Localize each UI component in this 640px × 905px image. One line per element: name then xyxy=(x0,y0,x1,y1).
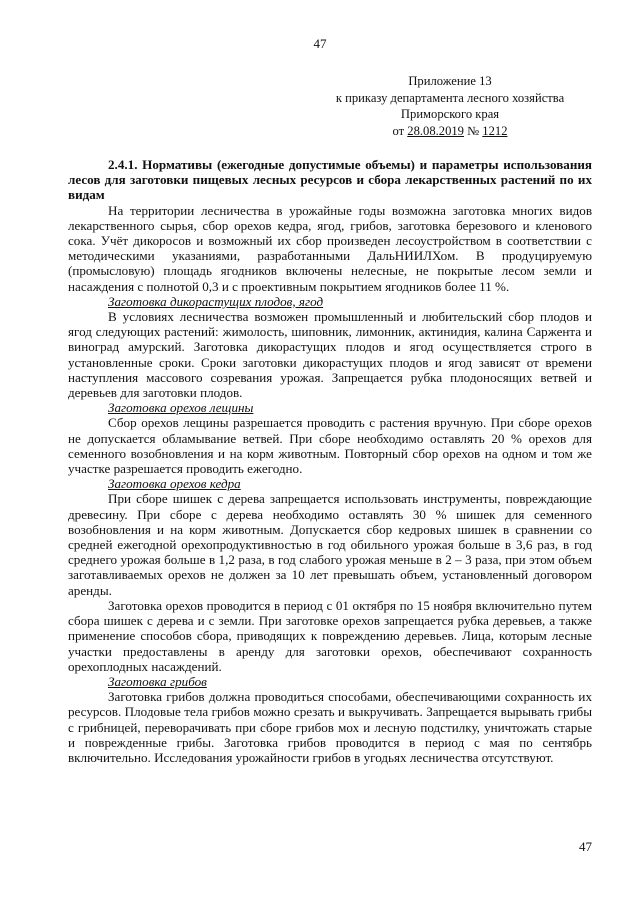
section-cedar-nuts xyxy=(68,476,592,674)
section-hazelnut xyxy=(68,400,592,476)
appendix-date: 28.08.2019 xyxy=(407,123,464,138)
appendix-line-3: Приморского края xyxy=(400,107,500,121)
intro-paragraph: На территории лесничества в урожайные годы возможна заготовка многих видов лекарственного сырья, сбор орехов кедра, ягод, грибов, заготовка березового и кленового сока. Учёт дикоросов и возможный их сбор произведен лесоустройством в соответствии с методическими указаниями, разработанными ДальНИИЛХом. В продуцируемую (промысловую) площадь ягодников включены нелесные, не покрытые лесом земли и насаждения с полнотой 0,3 и с проективным покрытием ягодников более 11 %. xyxy=(68,202,592,294)
appendix-number-sign: № xyxy=(463,123,483,138)
section-paragraph: Сбор орехов лещины разрешается проводить с растения вручную. При сборе орехов не допускается обламывание ветвей. При сборе необходимо оставлять 20 % орехов для семенного возобновления и на корм животным. Повторный сбор орехов на одном и том же участке разрешается проводить ежегодно. xyxy=(68,415,592,477)
section-paragraph: Заготовка орехов проводится в период с 01 октября по 15 ноября включительно путем сбора шишек с дерева и с земли. При заготовке орехов запрещается рубка деревьев, а также применение способов сбора, приводящих к повреждению деревьев. Лица, которым лесные участки предоставлены в аренду для заготовки орехов, обеспечивают сохранность орехоплодных насаждений. xyxy=(68,597,592,674)
section-title: 2.4.1. Нормативы (ежегодные допустимые объемы) и параметры использования лесов для заготовки пищевых лесных ресурсов и сбора лекарственных растений по их видам xyxy=(68,157,592,203)
section-heading: Заготовка дикорастущих плодов, ягод xyxy=(108,293,324,309)
appendix-line-2: к приказу департамента лесного хозяйства xyxy=(335,90,565,105)
section-heading: Заготовка орехов лещины xyxy=(108,400,254,416)
section-fruits xyxy=(68,294,592,400)
page-number-top: 47 xyxy=(313,36,327,51)
appendix-date-prefix: от xyxy=(392,123,408,138)
document-body xyxy=(68,157,592,765)
section-mushrooms xyxy=(68,674,592,765)
appendix-block xyxy=(330,73,570,139)
section-paragraph: В условиях лесничества возможен промышленный и любительский сбор плодов и ягод следующих растений: жимолость, шиповник, лимонник, актинидия, калина Саржента и виноград амурский. Заготовка дикорастущих плодов и ягод осуществляется строго в установленные сроки. Сроки заготовки дикорастущих плодов и ягод зависят от времени наступления массового созревания урожая. Запрещается рубка плодоносящих ветвей и деревьев для заготовки плодов. xyxy=(68,309,592,401)
appendix-number: 1212 xyxy=(482,123,508,138)
section-heading: Заготовка орехов кедра xyxy=(108,476,241,492)
section-paragraph: При сборе шишек с дерева запрещается использовать инструменты, повреждающие древесину. При сборе с дерева необходимо оставлять 30 % шишек для семенного возобновления и на корм животным. Допускается сбор кедровых шишек в сравнении со средней ежегодной орехопродуктивностью в год обильного урожая больше в 3,6 раз, в год среднего урожая больше в 1,2 раза, в год слабого урожая меньше в 2 – 3 раза, при этом объем заготавливаемых орехов не должен за 10 лет превышать объем, установленный договором аренды. xyxy=(68,491,592,598)
page-number-bottom: 47 xyxy=(579,839,592,854)
section-heading: Заготовка грибов xyxy=(108,673,207,689)
appendix-line-4 xyxy=(330,123,570,140)
section-paragraph: Заготовка грибов должна проводиться способами, обеспечивающими сохранность их ресурсов. Плодовые тела грибов можно срезать и выкручивать. Запрещается вырывать грибы с грибницей, переворачивать при сборе грибов мох и лесную подстилку, уничтожать старые и поврежденные грибы. Заготовка грибов проводится в период с мая по сентябрь включительно. Исследования урожайности грибов в угодьях лесничества отсутствуют. xyxy=(68,689,592,765)
appendix-line-1: Приложение 13 xyxy=(408,74,492,88)
